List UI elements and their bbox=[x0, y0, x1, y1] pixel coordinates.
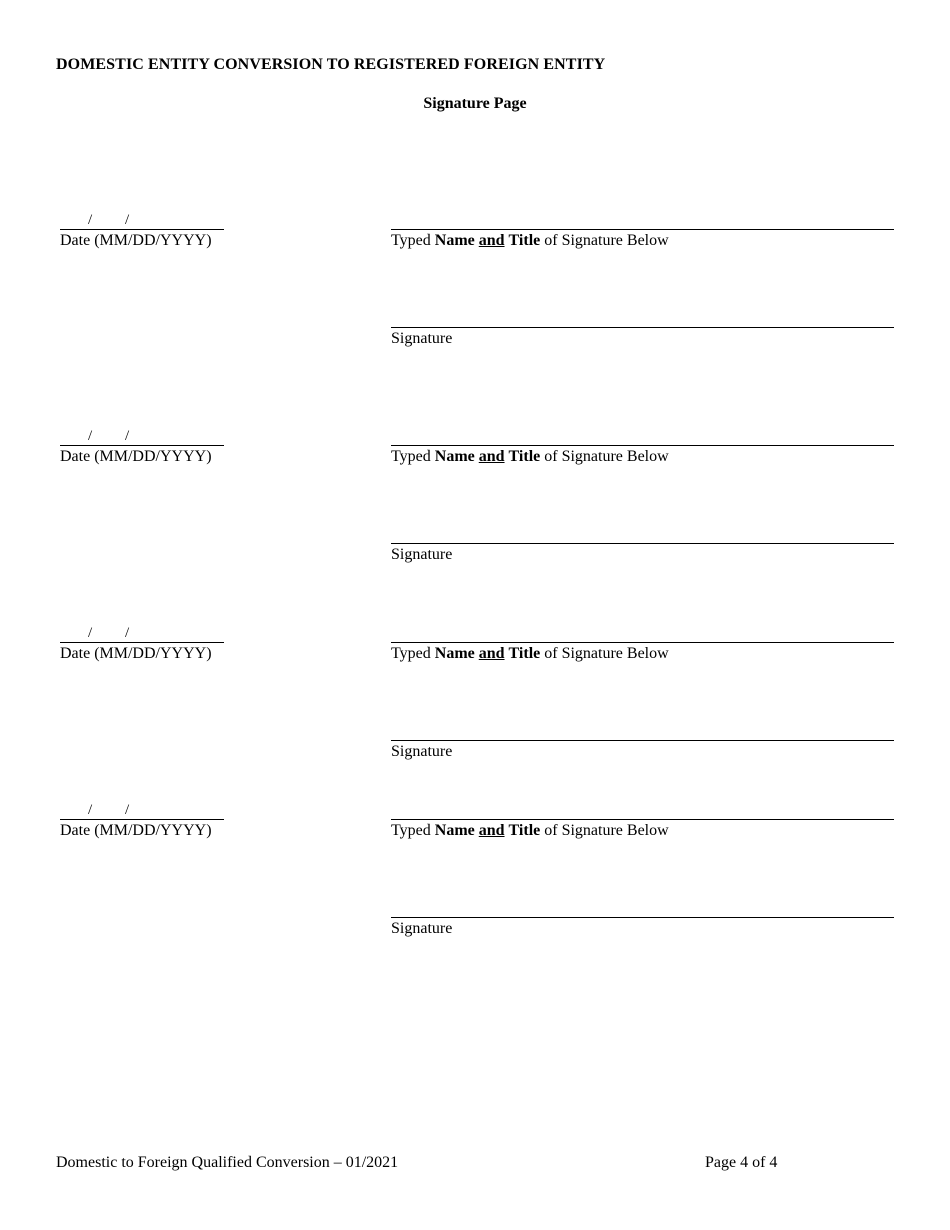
date-line bbox=[60, 642, 224, 643]
date-separator: / bbox=[88, 212, 93, 228]
name-title-label: Typed Name and Title of Signature Below bbox=[391, 645, 669, 662]
signature-block-1 bbox=[0, 214, 950, 374]
signature-label: Signature bbox=[391, 546, 453, 563]
name-title-field[interactable] bbox=[391, 819, 894, 820]
date-line bbox=[60, 445, 224, 446]
date-line bbox=[60, 819, 224, 820]
name-title-label: Typed Name and Title of Signature Below bbox=[391, 448, 669, 465]
signature-field[interactable] bbox=[391, 740, 894, 741]
footer-page-number: Page 4 of 4 bbox=[705, 1154, 778, 1171]
document-subtitle: Signature Page bbox=[423, 95, 527, 112]
name-title-label: Typed Name and Title of Signature Below bbox=[391, 232, 669, 249]
name-title-field[interactable] bbox=[391, 229, 894, 230]
date-label: Date (MM/DD/YYYY) bbox=[60, 822, 212, 839]
signature-label: Signature bbox=[391, 330, 453, 347]
date-separator: / bbox=[88, 625, 93, 641]
signature-field[interactable] bbox=[391, 327, 894, 328]
name-title-label: Typed Name and Title of Signature Below bbox=[391, 822, 669, 839]
signature-field[interactable] bbox=[391, 543, 894, 544]
signature-label: Signature bbox=[391, 743, 453, 760]
document-title: DOMESTIC ENTITY CONVERSION TO REGISTERED FOREIGN ENTITY bbox=[56, 56, 606, 73]
date-line bbox=[60, 229, 224, 230]
date-label: Date (MM/DD/YYYY) bbox=[60, 448, 212, 465]
date-separator: / bbox=[125, 625, 130, 641]
signature-block-2 bbox=[0, 430, 950, 590]
date-separator: / bbox=[88, 428, 93, 444]
signature-block-3 bbox=[0, 627, 950, 787]
date-separator: / bbox=[125, 802, 130, 818]
date-separator: / bbox=[125, 428, 130, 444]
signature-label: Signature bbox=[391, 920, 453, 937]
date-separator: / bbox=[88, 802, 93, 818]
name-title-field[interactable] bbox=[391, 642, 894, 643]
footer-form-id: Domestic to Foreign Qualified Conversion – 01/2021 bbox=[56, 1154, 399, 1171]
signature-block-4 bbox=[0, 804, 950, 964]
signature-field[interactable] bbox=[391, 917, 894, 918]
name-title-field[interactable] bbox=[391, 445, 894, 446]
date-separator: / bbox=[125, 212, 130, 228]
date-label: Date (MM/DD/YYYY) bbox=[60, 645, 212, 662]
date-label: Date (MM/DD/YYYY) bbox=[60, 232, 212, 249]
